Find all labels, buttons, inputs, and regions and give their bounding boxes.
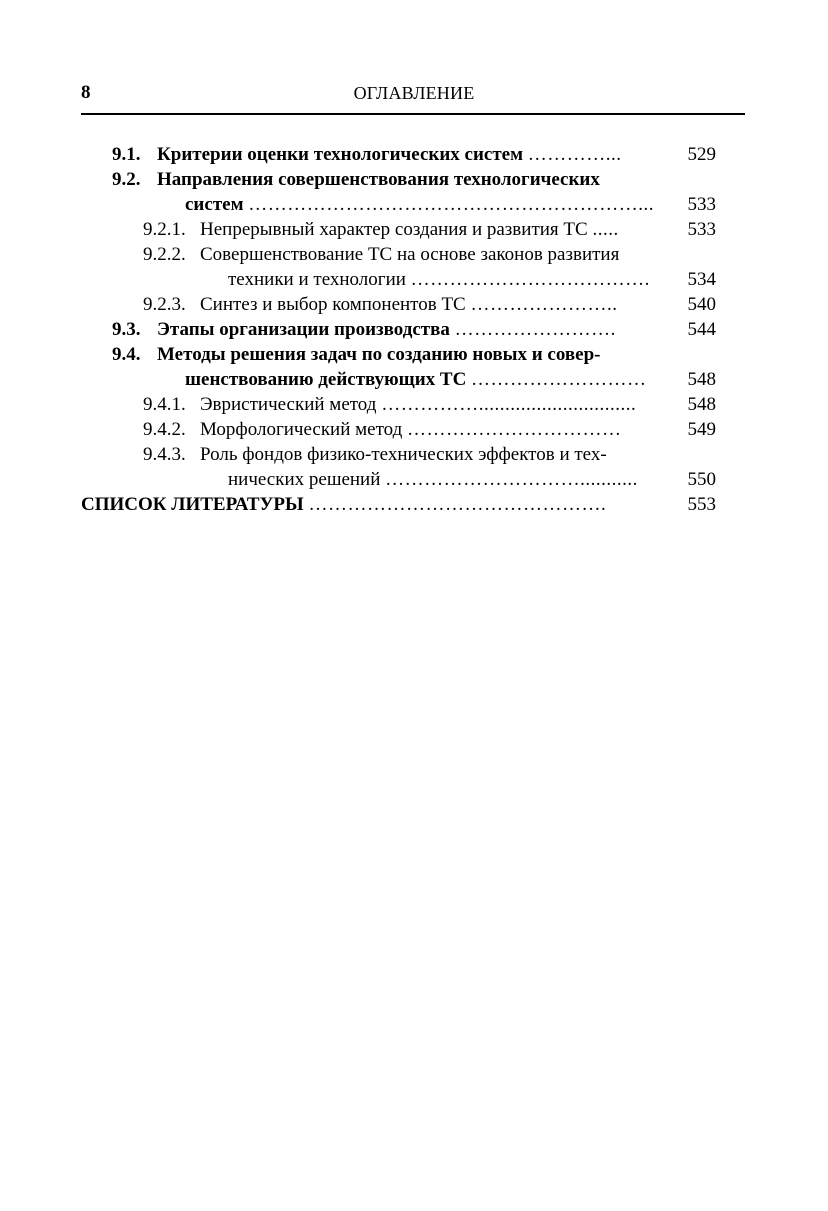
toc-page: 534 [687, 269, 716, 290]
toc-leader: ..... [592, 219, 619, 240]
toc-page: 544 [687, 319, 716, 340]
toc-leader: ………………………………………. [308, 494, 607, 515]
toc-title-line2: нических решений [228, 469, 381, 490]
toc-number: 9.1. [112, 144, 141, 165]
toc-number: 9.4.2. [143, 419, 186, 440]
toc-title-line1: Методы решения задач по созданию новых и совер- [157, 344, 601, 365]
toc-title-line2: шенствованию действующих ТС [185, 369, 467, 390]
toc-title-line1: Совершенствование ТС на основе законов развития [200, 244, 620, 265]
toc-entry-9-4-3[interactable] [0, 442, 828, 467]
toc-number: 9.2.3. [143, 294, 186, 315]
toc-title: СПИСОК ЛИТЕРАТУРЫ [81, 494, 304, 515]
toc-page: 549 [687, 419, 716, 440]
toc-page: 550 [687, 469, 716, 490]
toc-page: 548 [687, 369, 716, 390]
toc-title: Непрерывный характер создания и развития ТС [200, 219, 588, 240]
toc-entry-9-2[interactable] [0, 167, 828, 192]
toc-leader: …………….............................. [381, 394, 637, 415]
toc-title-line1: Роль фондов физико-технических эффектов и тех- [200, 444, 607, 465]
toc-number: 9.4. [112, 344, 141, 365]
toc-title: Морфологический метод [200, 419, 403, 440]
toc-title: Синтез и выбор компонентов ТС [200, 294, 466, 315]
toc-number: 9.2.1. [143, 219, 186, 240]
toc-title-line1: Направления совершенствования технологических [157, 169, 600, 190]
toc-title: Критерии оценки технологических систем [157, 144, 524, 165]
toc-entry-9-2-3[interactable] [0, 292, 828, 317]
toc-number: 9.2.2. [143, 244, 186, 265]
toc-leader: …………………………........... [385, 469, 638, 490]
toc-entry-9-1[interactable] [0, 142, 828, 167]
toc-page: 553 [687, 494, 716, 515]
page-number: 8 [81, 82, 91, 103]
toc-leader: ……………………… [471, 369, 647, 390]
toc-page: 529 [687, 144, 716, 165]
toc-leader: ……………………………………………………... [248, 194, 655, 215]
toc-title: Эвристический метод [200, 394, 377, 415]
toc-entry-9-2-1[interactable] [0, 217, 828, 242]
toc-page: 533 [687, 219, 716, 240]
toc-entry-9-2-2[interactable] [0, 242, 828, 267]
header-rule [81, 113, 745, 115]
toc-entry-9-4-3-cont[interactable] [0, 467, 828, 492]
toc-leader: ………………………………. [410, 269, 650, 290]
toc-leader: ………………….. [470, 294, 618, 315]
toc-number: 9.2. [112, 169, 141, 190]
toc-entry-9-4-cont[interactable] [0, 367, 828, 392]
toc-entry-9-4-1[interactable] [0, 392, 828, 417]
toc-number: 9.4.3. [143, 444, 186, 465]
toc-entry-9-2-2-cont[interactable] [0, 267, 828, 292]
running-title: ОГЛАВЛЕНИЕ [353, 83, 475, 103]
toc-leader: …………... [527, 144, 622, 165]
toc-page: 533 [687, 194, 716, 215]
toc-number: 9.3. [112, 319, 141, 340]
toc-number: 9.4.1. [143, 394, 186, 415]
toc-entry-9-4-2[interactable] [0, 417, 828, 442]
toc-entry-references[interactable] [0, 492, 828, 517]
toc-entry-9-4[interactable] [0, 342, 828, 367]
toc-title: Этапы организации производства [157, 319, 450, 340]
toc-entry-9-3[interactable] [0, 317, 828, 342]
toc-page: 548 [687, 394, 716, 415]
toc-entry-9-2-cont[interactable] [0, 192, 828, 217]
toc-title-line2: техники и технологии [228, 269, 406, 290]
toc-leader: ……………………. [454, 319, 616, 340]
toc-title-line2: систем [185, 194, 244, 215]
toc-leader: …………………………… [407, 419, 622, 440]
toc-page: 540 [687, 294, 716, 315]
